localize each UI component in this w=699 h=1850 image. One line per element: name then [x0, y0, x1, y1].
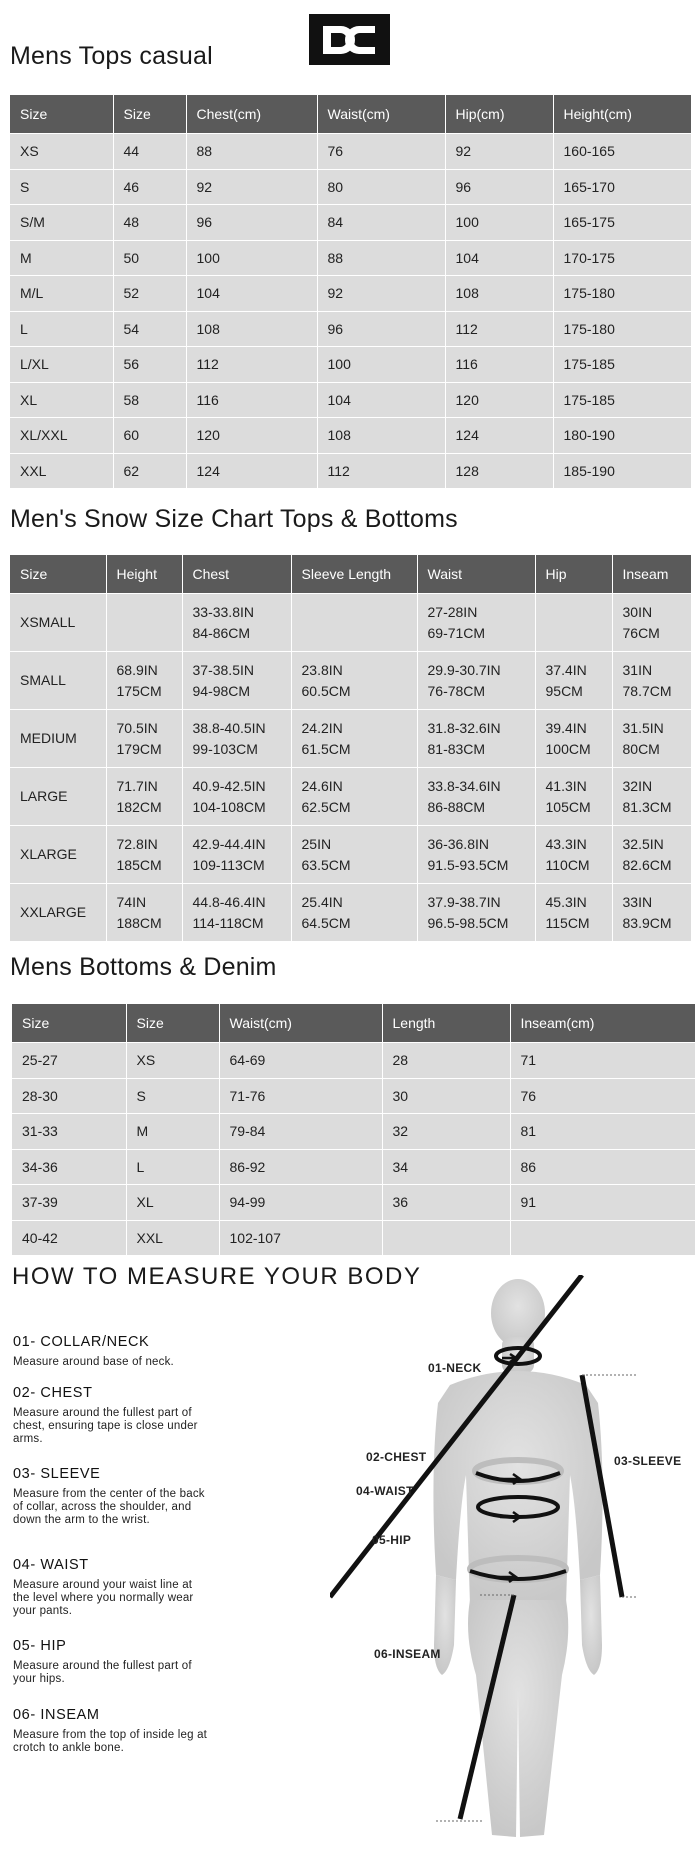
table-cell: 124 [445, 418, 553, 454]
table-cell: 62 [113, 453, 186, 488]
table-cell [382, 1220, 510, 1255]
table-cell: 100 [186, 240, 317, 276]
table-row [10, 418, 691, 454]
measure-item-chest [13, 1385, 208, 1446]
table-cell: 37-39 [12, 1185, 126, 1221]
cell-line: 25.4IN [301, 893, 343, 910]
column-header: Size [126, 1004, 219, 1043]
table-row [10, 884, 691, 942]
cell-line: 43.3IN [545, 835, 587, 852]
measure-item-desc: Measure around your waist line at the level where you normally wear your pants. [13, 1579, 194, 1617]
table-cell: L [10, 311, 113, 347]
table-cell [10, 594, 106, 652]
column-header: Height [106, 555, 182, 594]
table-cell: 102-107 [219, 1220, 382, 1255]
table-cell: 116 [445, 347, 553, 383]
table-cell: 120 [445, 382, 553, 418]
table-cell [417, 768, 535, 826]
cell-line: XXLARGE [20, 904, 87, 920]
column-header: Hip(cm) [445, 95, 553, 134]
cell-line: 76CM [622, 624, 660, 641]
table-cell: 32 [382, 1114, 510, 1150]
cell-line: 30IN [622, 603, 653, 620]
measure-title: HOW TO MEASURE YOUR BODY [12, 1263, 422, 1290]
table-cell: M [126, 1114, 219, 1150]
table-cell: S/M [10, 205, 113, 241]
table-cell: 185-190 [553, 453, 691, 488]
tops-casual-title: Mens Tops casual [10, 42, 213, 70]
cell-line: 25IN [301, 835, 332, 852]
cell-line: 29.9-30.7IN [427, 661, 501, 678]
cell-line: 78.7CM [622, 682, 672, 699]
table-row [10, 205, 691, 241]
column-header: Inseam(cm) [510, 1004, 695, 1043]
table-row [10, 768, 691, 826]
cell-line: 32.5IN [622, 835, 664, 852]
table-cell: 108 [317, 418, 445, 454]
measure-item-desc: Measure from the top of inside leg at crotch to ankle bone. [13, 1729, 208, 1754]
table-cell: 76 [510, 1078, 695, 1114]
cell-line: 32IN [622, 777, 653, 794]
table-cell: 108 [186, 311, 317, 347]
table-cell: 79-84 [219, 1114, 382, 1150]
table-cell [612, 826, 691, 884]
measure-item-waist [13, 1557, 208, 1618]
table-cell [417, 710, 535, 768]
table-cell [106, 710, 182, 768]
table-cell: 36 [382, 1185, 510, 1221]
cell-line: 69-71CM [427, 624, 486, 641]
table-cell: 104 [445, 240, 553, 276]
table-cell [291, 594, 417, 652]
table-row [10, 169, 691, 205]
cell-line: 72.8IN [116, 835, 158, 852]
cell-line: 23.8IN [301, 661, 343, 678]
table-row [10, 276, 691, 312]
table-cell [535, 884, 612, 942]
table-cell: 100 [317, 347, 445, 383]
cell-line: 82.6CM [622, 856, 672, 873]
table-cell: 112 [445, 311, 553, 347]
cell-line: 84-86CM [192, 624, 251, 641]
table-cell: 40-42 [12, 1220, 126, 1255]
table-row [10, 311, 691, 347]
table-cell: 96 [445, 169, 553, 205]
table-cell [612, 710, 691, 768]
cell-line: 71.7IN [116, 777, 158, 794]
cell-line: 81.3CM [622, 798, 672, 815]
column-header: Hip [535, 555, 612, 594]
table-row [10, 134, 691, 170]
table-cell [182, 884, 291, 942]
table-cell: 96 [186, 205, 317, 241]
table-cell: M [10, 240, 113, 276]
table-cell: 175-180 [553, 311, 691, 347]
table-cell: 58 [113, 382, 186, 418]
table-cell [106, 652, 182, 710]
table-cell [417, 884, 535, 942]
cell-line: 81-83CM [427, 740, 486, 757]
table-cell: 48 [113, 205, 186, 241]
table-cell: 108 [445, 276, 553, 312]
measure-item-heading: 01- COLLAR/NECK [13, 1334, 150, 1350]
column-header: Size [113, 95, 186, 134]
table-cell: 28-30 [12, 1078, 126, 1114]
table-cell: 54 [113, 311, 186, 347]
measure-item-sleeve [13, 1466, 208, 1527]
table-cell [182, 710, 291, 768]
cell-line: 63.5CM [301, 856, 351, 873]
table-cell: L [126, 1149, 219, 1185]
figure-label-waist: 04-WAIST [356, 1484, 414, 1498]
table-cell [106, 768, 182, 826]
table-cell: 44 [113, 134, 186, 170]
table-cell: 92 [317, 276, 445, 312]
cell-line: 37.4IN [545, 661, 587, 678]
table-cell [291, 826, 417, 884]
table-cell: 80 [317, 169, 445, 205]
cell-line: 41.3IN [545, 777, 587, 794]
figure-label-neck: 01-NECK [428, 1361, 482, 1375]
table-cell: 76 [317, 134, 445, 170]
table-cell: 86 [510, 1149, 695, 1185]
table-row [12, 1185, 695, 1221]
cell-line: 37.9-38.7IN [427, 893, 501, 910]
table-row [10, 382, 691, 418]
cell-line: 62.5CM [301, 798, 351, 815]
cell-line: 70.5IN [116, 719, 158, 736]
table-cell: 160-165 [553, 134, 691, 170]
table-cell [417, 652, 535, 710]
cell-line: 31.5IN [622, 719, 664, 736]
table-cell: 84 [317, 205, 445, 241]
cell-line: 182CM [116, 798, 162, 815]
cell-line: 68.9IN [116, 661, 158, 678]
table-cell [106, 884, 182, 942]
table-cell: 175-185 [553, 382, 691, 418]
cell-line: 40.9-42.5IN [192, 777, 266, 794]
table-cell: 92 [186, 169, 317, 205]
measure-item-desc: Measure around the fullest part of your hips. [13, 1660, 192, 1685]
cell-line: MEDIUM [20, 730, 77, 746]
table-cell: 31-33 [12, 1114, 126, 1150]
table-header-row [12, 1004, 695, 1043]
table-row [12, 1149, 695, 1185]
column-header: Sleeve Length [291, 555, 417, 594]
table-cell: 180-190 [553, 418, 691, 454]
cell-line: 96.5-98.5CM [427, 914, 509, 931]
table-cell: 71-76 [219, 1078, 382, 1114]
table-cell: 91 [510, 1185, 695, 1221]
table-cell: M/L [10, 276, 113, 312]
cell-line: 44.8-46.4IN [192, 893, 266, 910]
cell-line: 31.8-32.6IN [427, 719, 501, 736]
cell-line: 31IN [622, 661, 653, 678]
table-cell: 86-92 [219, 1149, 382, 1185]
cell-line: XSMALL [20, 614, 76, 630]
table-cell: 92 [445, 134, 553, 170]
table-row [12, 1043, 695, 1079]
cell-line: 83.9CM [622, 914, 672, 931]
table-cell: S [10, 169, 113, 205]
table-cell [10, 710, 106, 768]
table-cell [291, 652, 417, 710]
cell-line: 24.6IN [301, 777, 343, 794]
measure-item-inseam [13, 1707, 208, 1755]
table-row [10, 652, 691, 710]
table-cell: 94-99 [219, 1185, 382, 1221]
table-cell: 104 [186, 276, 317, 312]
table-cell: 25-27 [12, 1043, 126, 1079]
measure-item-neck [13, 1334, 208, 1369]
measure-item-desc: Measure around the fullest part of chest, ensuring tape is close under arms. [13, 1407, 198, 1445]
body-silhouette [330, 1275, 699, 1845]
table-cell [106, 826, 182, 884]
table-row [12, 1078, 695, 1114]
table-cell [182, 652, 291, 710]
cell-line: 91.5-93.5CM [427, 856, 509, 873]
cell-line: 185CM [116, 856, 162, 873]
cell-line: LARGE [20, 788, 68, 804]
table-cell: 175-185 [553, 347, 691, 383]
table-cell: 112 [317, 453, 445, 488]
table-cell: 112 [186, 347, 317, 383]
table-cell [417, 826, 535, 884]
cell-line: 115CM [545, 914, 590, 931]
cell-line: 27-28IN [427, 603, 478, 620]
column-header: Waist(cm) [219, 1004, 382, 1043]
table-row [10, 594, 691, 652]
table-cell: 52 [113, 276, 186, 312]
column-header: Inseam [612, 555, 691, 594]
table-cell: 96 [317, 311, 445, 347]
table-cell: 60 [113, 418, 186, 454]
table-cell [417, 594, 535, 652]
cell-line: 60.5CM [301, 682, 351, 699]
cell-line: 104-108CM [192, 798, 266, 815]
table-cell: 175-180 [553, 276, 691, 312]
cell-line: 99-103CM [192, 740, 258, 757]
table-header-row [10, 95, 691, 134]
cell-line: 33IN [622, 893, 653, 910]
table-cell [535, 768, 612, 826]
figure-label-hip: 05-HIP [372, 1533, 412, 1547]
table-cell: 34-36 [12, 1149, 126, 1185]
cell-line: 61.5CM [301, 740, 351, 757]
table-cell [612, 652, 691, 710]
bottoms-denim-title: Mens Bottoms & Denim [10, 953, 277, 981]
table-cell [10, 652, 106, 710]
table-cell: 124 [186, 453, 317, 488]
cell-line: 24.2IN [301, 719, 343, 736]
cell-line: 105CM [545, 798, 591, 815]
table-cell: 170-175 [553, 240, 691, 276]
cell-line: 74IN [116, 893, 147, 910]
table-cell: 104 [317, 382, 445, 418]
cell-line: 114-118CM [192, 914, 264, 931]
cell-line: 175CM [116, 682, 162, 699]
cell-line: 179CM [116, 740, 162, 757]
measure-item-desc: Measure from the center of the back of collar, across the shoulder, and down the arm to the wrist. [13, 1488, 205, 1526]
column-header: Height(cm) [553, 95, 691, 134]
table-cell [182, 768, 291, 826]
table-cell [291, 710, 417, 768]
table-cell [291, 768, 417, 826]
cell-line: 36-36.8IN [427, 835, 489, 852]
column-header: Size [12, 1004, 126, 1043]
measure-item-heading: 03- SLEEVE [13, 1466, 101, 1482]
column-header: Chest(cm) [186, 95, 317, 134]
table-cell [612, 768, 691, 826]
cell-line: 94-98CM [192, 682, 251, 699]
table-row [10, 453, 691, 488]
table-cell [182, 594, 291, 652]
figure-label-sleeve: 03-SLEEVE [614, 1454, 682, 1468]
table-cell: S [126, 1078, 219, 1114]
table-cell: 100 [445, 205, 553, 241]
cell-line: 39.4IN [545, 719, 587, 736]
table-cell: XXL [10, 453, 113, 488]
table-cell: 71 [510, 1043, 695, 1079]
cell-line: 64.5CM [301, 914, 351, 931]
column-header: Waist(cm) [317, 95, 445, 134]
table-cell: 50 [113, 240, 186, 276]
table-cell: 88 [317, 240, 445, 276]
table-cell [535, 710, 612, 768]
measure-item-heading: 02- CHEST [13, 1385, 93, 1401]
snow-chart-table [10, 555, 691, 941]
column-header: Chest [182, 555, 291, 594]
column-header: Length [382, 1004, 510, 1043]
table-cell: L/XL [10, 347, 113, 383]
snow-chart-title: Men's Snow Size Chart Tops & Bottoms [10, 505, 458, 533]
tops-casual-table [10, 95, 691, 488]
table-cell [291, 884, 417, 942]
table-row [12, 1220, 695, 1255]
table-cell [510, 1220, 695, 1255]
measure-item-hip [13, 1638, 208, 1686]
measure-item-heading: 05- HIP [13, 1638, 67, 1654]
cell-line: SMALL [20, 672, 66, 688]
table-cell: 120 [186, 418, 317, 454]
table-cell: 34 [382, 1149, 510, 1185]
table-cell [612, 594, 691, 652]
table-cell: XL [126, 1185, 219, 1221]
figure-label-chest: 02-CHEST [366, 1450, 427, 1464]
cell-line: 100CM [545, 740, 591, 757]
table-cell: XL/XXL [10, 418, 113, 454]
table-cell: 64-69 [219, 1043, 382, 1079]
table-cell: 165-175 [553, 205, 691, 241]
table-cell [10, 768, 106, 826]
measure-item-heading: 06- INSEAM [13, 1707, 100, 1723]
table-row [10, 710, 691, 768]
measure-item-heading: 04- WAIST [13, 1557, 89, 1573]
table-row [10, 826, 691, 884]
table-row [10, 347, 691, 383]
cell-line: 33.8-34.6IN [427, 777, 501, 794]
table-cell: 46 [113, 169, 186, 205]
table-cell: 30 [382, 1078, 510, 1114]
cell-line: 188CM [116, 914, 162, 931]
table-row [12, 1114, 695, 1150]
table-cell: 28 [382, 1043, 510, 1079]
cell-line: 38.8-40.5IN [192, 719, 266, 736]
table-cell [10, 884, 106, 942]
table-header-row [10, 555, 691, 594]
cell-line: 42.9-44.4IN [192, 835, 266, 852]
cell-line: 33-33.8IN [192, 603, 254, 620]
table-cell: XS [10, 134, 113, 170]
table-cell: 56 [113, 347, 186, 383]
table-cell [535, 826, 612, 884]
cell-line: 95CM [545, 682, 583, 699]
cell-line: 86-88CM [427, 798, 486, 815]
bottoms-denim-table [12, 1004, 695, 1255]
cell-line: 76-78CM [427, 682, 486, 699]
table-cell: 165-170 [553, 169, 691, 205]
table-cell [182, 826, 291, 884]
cell-line: 45.3IN [545, 893, 587, 910]
table-cell: 88 [186, 134, 317, 170]
body-figure [330, 1275, 699, 1850]
column-header: Waist [417, 555, 535, 594]
cell-line: 110CM [545, 856, 590, 873]
table-cell [535, 652, 612, 710]
table-cell: 81 [510, 1114, 695, 1150]
figure-label-inseam: 06-INSEAM [374, 1647, 441, 1661]
column-header: Size [10, 555, 106, 594]
table-row [10, 240, 691, 276]
cell-line: 80CM [622, 740, 660, 757]
cell-line: XLARGE [20, 846, 77, 862]
cell-line: 37-38.5IN [192, 661, 254, 678]
table-cell: XL [10, 382, 113, 418]
measure-item-desc: Measure around base of neck. [13, 1356, 174, 1368]
table-cell: XS [126, 1043, 219, 1079]
dc-logo-mark [319, 23, 381, 57]
table-cell: 116 [186, 382, 317, 418]
table-cell [10, 826, 106, 884]
cell-line: 109-113CM [192, 856, 265, 873]
brand-logo [309, 14, 390, 65]
table-cell [535, 594, 612, 652]
table-cell [612, 884, 691, 942]
column-header: Size [10, 95, 113, 134]
table-cell: 128 [445, 453, 553, 488]
table-cell: XXL [126, 1220, 219, 1255]
table-cell [106, 594, 182, 652]
